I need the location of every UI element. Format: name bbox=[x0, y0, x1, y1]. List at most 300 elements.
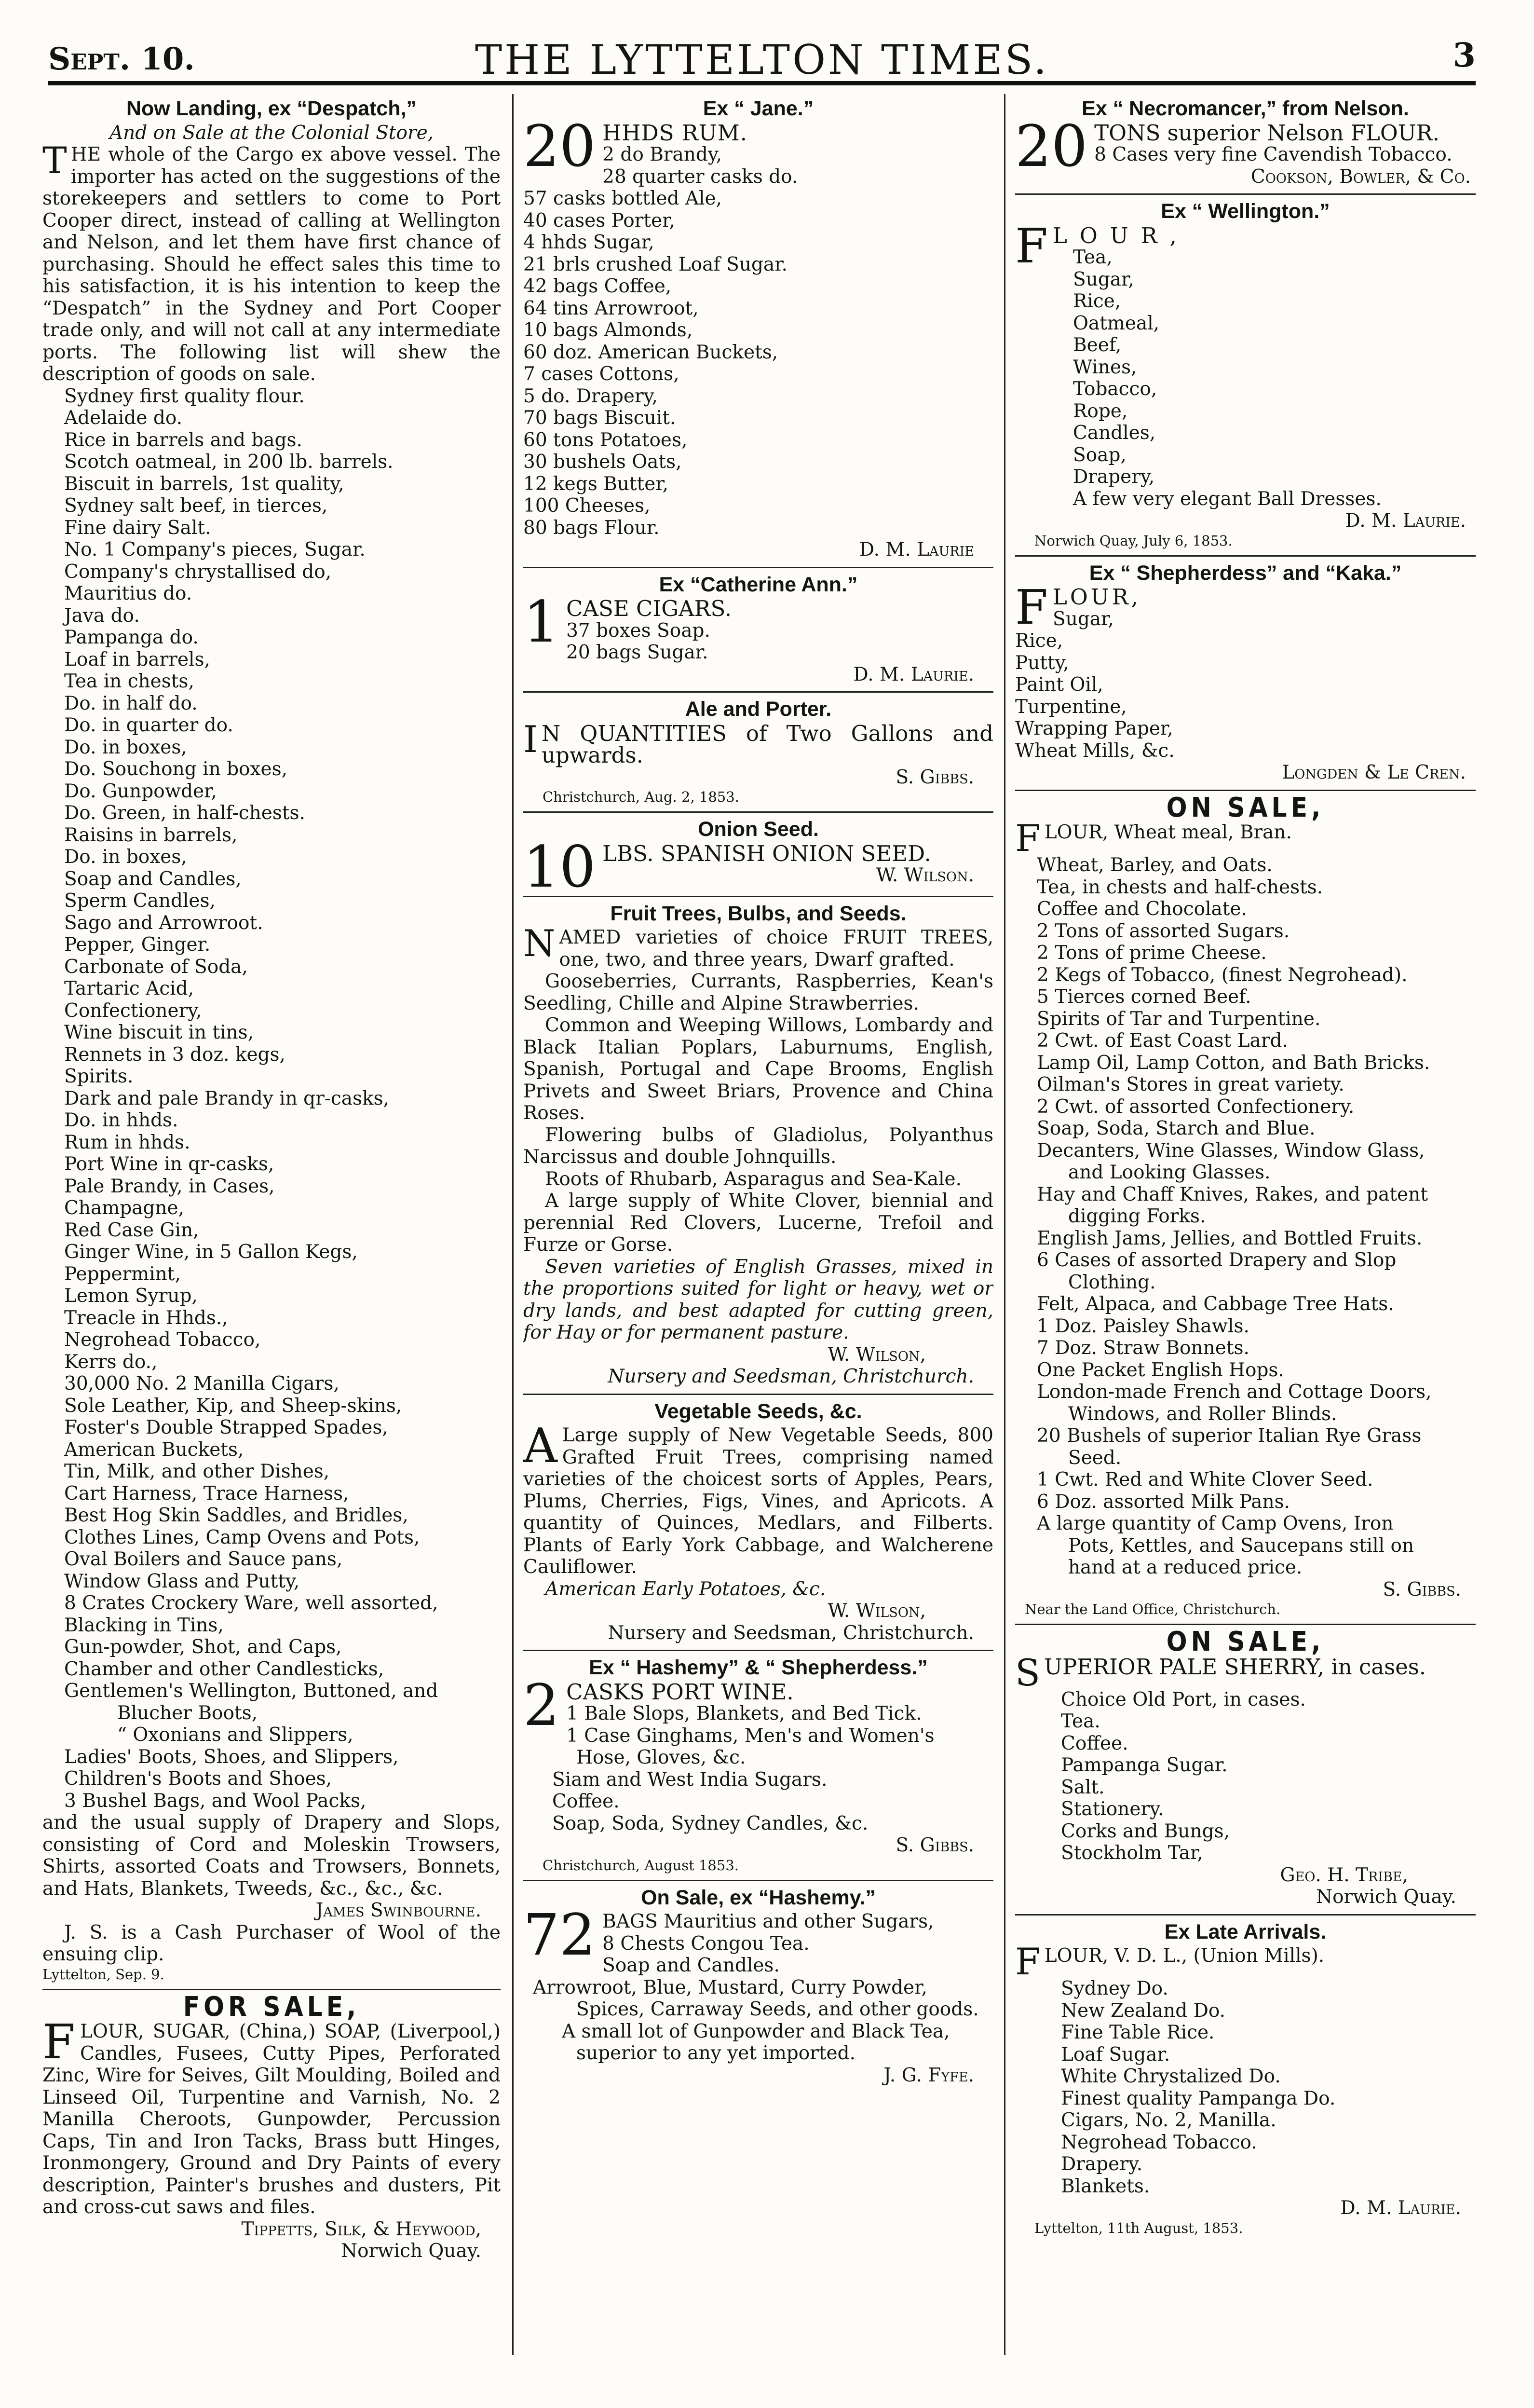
drop-cap: N bbox=[523, 922, 556, 965]
list-item: Do. in boxes, bbox=[64, 736, 187, 758]
list-item: 8 Chests Congou Tea. bbox=[602, 1932, 810, 1955]
ad-separator bbox=[1015, 555, 1476, 557]
list-item: 5 do. Drapery, bbox=[523, 385, 658, 407]
list-item: Drapery, bbox=[1073, 466, 1155, 488]
ad-heading: Ex “Catherine Ann.” bbox=[659, 573, 858, 596]
list-item: Treacle in Hhds., bbox=[64, 1307, 228, 1329]
first-item: HHDS RUM. bbox=[602, 120, 748, 146]
ad-separator bbox=[523, 1880, 993, 1881]
ad-text: Common and Weeping Willows, Lombardy and Black Italian Poplars, Laburnums, English, Spanish, Portugal and Cape Brooms, English Privets and Sweet Briars, Provence and China Roses. bbox=[523, 1014, 993, 1124]
ad-text: A large supply of White Clover, biennial and perennial Red Clovers, Lucerne, Trefoil and Furze or Gorse. bbox=[523, 1190, 993, 1256]
list-item: Fine Table Rice. bbox=[1061, 2022, 1215, 2043]
list-item: 40 cases Porter, bbox=[523, 209, 675, 232]
list-item: 64 tins Arrowroot, bbox=[523, 297, 699, 319]
item-continuation: Pots, Kettles, and Saucepans still on bbox=[1068, 1534, 1414, 1557]
ad-heading: Ex “ Jane.” bbox=[703, 97, 814, 120]
list-item: Clothes Lines, Camp Ovens and Pots, bbox=[64, 1526, 420, 1548]
list-item: Kerrs do., bbox=[64, 1351, 158, 1373]
list-item: Foster's Double Strapped Spades, bbox=[64, 1417, 388, 1438]
list-item: Sugar, bbox=[1073, 268, 1134, 290]
ad-text: LBS. SPANISH ONION SEED. bbox=[602, 840, 931, 866]
list-item: 3 Bushel Bags, and Wool Packs, bbox=[64, 1790, 367, 1812]
issue-date: Sept. 10. bbox=[48, 41, 195, 77]
list-item: Spirits. bbox=[64, 1066, 134, 1087]
list-item: Blucher Boots, bbox=[117, 1702, 258, 1724]
second-item: 8 Cases very fine Cavendish Tobacco. bbox=[1094, 144, 1453, 165]
fruit-trees-ad bbox=[523, 903, 993, 1388]
list-item: Tin, Milk, and other Dishes, bbox=[64, 1461, 330, 1482]
ad-text: Roots of Rhubarb, Asparagus and Sea-Kale. bbox=[545, 1168, 962, 1190]
list-item: Children's Boots and Shoes, bbox=[64, 1768, 332, 1790]
signature: W. Wilson, bbox=[828, 1343, 926, 1366]
ad-text: HE whole of the Cargo ex above vessel. The importer has acted on the suggestions of the storekeepers and settlers to come to Port Cooper direct, instead of calling at Wellington and Nelson, and let them have first chance of purchasing. Should he effect sales this time to his satisfaction, it is his intention to keep the “Despatch” in the Sydney and Port Cooper trade only, and will not call at any intermediate ports. The following list will shew the description of goods on sale. bbox=[42, 144, 501, 385]
item-continuation: Spices, Carraway Seeds, and other goods. bbox=[576, 1998, 979, 2020]
item-list bbox=[1015, 1228, 1476, 1272]
ad-heading: Ale and Porter. bbox=[685, 698, 832, 721]
list-item: 28 quarter casks do. bbox=[602, 165, 798, 188]
item-continuation: Windows, and Roller Blinds. bbox=[1068, 1403, 1337, 1425]
signature: W. Wilson, bbox=[828, 1600, 926, 1622]
list-item: English Jams, Jellies, and Bottled Fruits. bbox=[1037, 1227, 1423, 1249]
list-item: 2 Tons of assorted Sugars. bbox=[1037, 920, 1290, 942]
item-list bbox=[523, 144, 993, 539]
for-sale-ad bbox=[42, 1991, 501, 2262]
list-item: Soap, Soda, Starch and Blue. bbox=[1037, 1118, 1316, 1139]
list-item: Decanters, Wine Glasses, Window Glass, bbox=[1037, 1139, 1425, 1162]
onion-ad bbox=[523, 818, 993, 900]
ad-text: American Early Potatoes, &c. bbox=[545, 1578, 826, 1600]
list-item: Soap and Candles, bbox=[64, 868, 242, 890]
list-item: 20 Bushels of superior Italian Rye Grass bbox=[1037, 1425, 1422, 1447]
ad-heading: Ex “ Wellington.” bbox=[1161, 200, 1330, 223]
ad-heading: ON SALE, bbox=[1166, 792, 1325, 823]
drop-cap: F bbox=[1015, 219, 1048, 274]
on-sale-sherry-ad bbox=[1015, 1626, 1476, 1908]
list-item: Wines, bbox=[1073, 356, 1137, 378]
signature: D. M. Laurie bbox=[859, 539, 974, 561]
first-item: TONS superior Nelson FLOUR. bbox=[1094, 120, 1439, 146]
list-item: Do. Green, in half-chests. bbox=[64, 802, 305, 824]
list-item: Tea. bbox=[1061, 1710, 1100, 1732]
list-item: Beef, bbox=[1073, 334, 1122, 356]
list-item: Lemon Syrup, bbox=[64, 1285, 198, 1307]
drop-cap: F bbox=[1015, 580, 1048, 635]
ad-heading: Now Landing, ex “Despatch,” bbox=[126, 97, 417, 120]
list-item: Oilman's Stores in great variety. bbox=[1037, 1074, 1344, 1095]
list-item: 70 bags Biscuit. bbox=[523, 407, 676, 429]
list-item: 4 hhds Sugar, bbox=[523, 232, 654, 253]
ad-separator bbox=[1015, 790, 1476, 791]
ad-separator bbox=[1015, 1624, 1476, 1625]
list-item: 6 Doz. assorted Milk Pans. bbox=[1037, 1491, 1290, 1513]
ad-separator bbox=[523, 1650, 993, 1651]
list-item: Blankets. bbox=[1061, 2175, 1150, 2197]
list-item: 6 Cases of assorted Drapery and Slop bbox=[1037, 1249, 1397, 1271]
ad-text: A small lot of Gunpowder and Black Tea, bbox=[562, 2020, 950, 2042]
list-item: Pepper, Ginger. bbox=[64, 934, 211, 956]
list-item: Biscuit in barrels, 1st quality, bbox=[64, 473, 344, 495]
item-list bbox=[1015, 1425, 1476, 1447]
column-1 bbox=[42, 94, 501, 2355]
list-item: Salt. bbox=[1061, 1776, 1105, 1798]
list-item: Corks and Bungs, bbox=[1061, 1820, 1230, 1842]
ad-text: Gooseberries, Currants, Raspberries, Kean's Seedling, Chille and Alpine Strawberries. bbox=[523, 971, 993, 1014]
item-list bbox=[1015, 608, 1476, 762]
item-list bbox=[1015, 1689, 1476, 1864]
list-item: Gun-powder, Shot, and Caps, bbox=[64, 1636, 342, 1658]
list-item: Tea, bbox=[1073, 246, 1113, 268]
ad-heading: Onion Seed. bbox=[698, 818, 819, 841]
signature: D. M. Laurie. bbox=[1340, 2197, 1461, 2219]
list-item: American Buckets, bbox=[64, 1438, 244, 1461]
list-item: Arrowroot, Blue, Mustard, Curry Powder, bbox=[533, 1976, 927, 1998]
catherine-ad bbox=[523, 574, 993, 686]
vegetable-seeds-ad bbox=[523, 1401, 993, 1644]
list-item: Do. in hhds. bbox=[64, 1109, 178, 1131]
list-item: 30 bushels Oats, bbox=[523, 451, 682, 473]
list-item: Do. in quarter do. bbox=[64, 714, 233, 736]
list-item: Soap, bbox=[1073, 444, 1127, 466]
item-list bbox=[1015, 246, 1476, 510]
quantity-number: 2 bbox=[523, 1671, 560, 1738]
ad-separator bbox=[1015, 1914, 1476, 1915]
first-item: LOUR, Wheat meal, Bran. bbox=[1044, 821, 1292, 843]
signature: Cookson, Bowler, & Co. bbox=[1250, 165, 1471, 188]
list-item: Paint Oil, bbox=[1015, 674, 1103, 696]
list-item: Java do. bbox=[64, 604, 140, 627]
ad-separator bbox=[42, 1989, 501, 1990]
signature: D. M. Laurie. bbox=[853, 663, 974, 685]
list-item: A few very elegant Ball Dresses. bbox=[1073, 488, 1382, 510]
list-item: 2 Cwt. of East Coast Lard. bbox=[1037, 1030, 1288, 1052]
list-item: Stockholm Tar, bbox=[1061, 1842, 1203, 1864]
quantity-number: 10 bbox=[523, 833, 596, 900]
list-item: Wrapping Paper, bbox=[1015, 718, 1173, 739]
list-item: Fine dairy Salt. bbox=[64, 517, 211, 539]
list-item: Cigars, No. 2, Manilla. bbox=[1061, 2109, 1276, 2131]
ad-text: LOUR, SUGAR, (China,) SOAP, (Liverpool,) Candles, Fusees, Cutty Pipes, Perforated Zinc, Wire for Seives, Gilt Moulding, Boiled and Linseed Oil, Turpentine and Varnish, No. 2 Manilla Cheroots, Gunpowder, Percussion Caps, Tin and Iron Tacks, Brass butt Hinges, Ironmongery, Ground and Dry Paints of every description, Painter's brushes and dusters, Pit and cross-cut saws and files. bbox=[42, 2021, 501, 2218]
jane-ad bbox=[523, 98, 993, 561]
list-item: Rum in hhds. bbox=[64, 1131, 190, 1153]
list-item: Tea, in chests and half-chests. bbox=[1037, 876, 1323, 898]
list-item: White Chrystalized Do. bbox=[1061, 2066, 1281, 2087]
list-item: Do. in half do. bbox=[64, 692, 198, 714]
column-3 bbox=[1015, 94, 1476, 2355]
ad-heading: Ex “ Hashemy” & “ Shepherdess.” bbox=[589, 1656, 928, 1679]
ad-subheading: And on Sale at the Colonial Store, bbox=[109, 122, 434, 144]
signature-title: Nursery and Seedsman, Christchurch. bbox=[608, 1622, 974, 1644]
list-item: One Packet English Hops. bbox=[1037, 1359, 1284, 1381]
list-item: Peppermint, bbox=[64, 1263, 181, 1285]
list-item: Drapery. bbox=[1061, 2153, 1143, 2175]
signature-title: Nursery and Seedsman, Christchurch. bbox=[608, 1366, 974, 1387]
list-item: Do. in boxes, bbox=[64, 846, 187, 868]
first-item: LOUR, bbox=[1053, 222, 1189, 248]
list-item: Rennets in 3 doz. kegs, bbox=[64, 1043, 285, 1066]
list-item: Putty, bbox=[1015, 652, 1069, 674]
list-item: Tartaric Acid, bbox=[64, 978, 194, 999]
list-item: Best Hog Skin Saddles, and Bridles, bbox=[64, 1505, 408, 1526]
hashemy-ad bbox=[523, 1657, 993, 1874]
ad-heading: FOR SALE, bbox=[183, 1991, 360, 2023]
ad-text: and the usual supply of Drapery and Slops, consisting of Cord and Moleskin Trowsers, Shirts, assorted Coats and Trowsers, Bonnets, and Hats, Blankets, Tweeds, &c., &c., &c. bbox=[42, 1812, 501, 1900]
list-item: Sperm Candles, bbox=[64, 890, 216, 912]
item-continuation: and Looking Glasses. bbox=[1068, 1162, 1271, 1183]
list-item: Negrohead Tobacco, bbox=[64, 1329, 261, 1351]
ad-heading: Ex “ Necromancer,” from Nelson. bbox=[1082, 97, 1409, 120]
list-item: Confectionery, bbox=[64, 999, 202, 1022]
list-item: 1 Bale Slops, Blankets, and Bed Tick. bbox=[566, 1703, 922, 1724]
list-item: 1 Doz. Paisley Shawls. bbox=[1037, 1315, 1249, 1337]
item-list bbox=[523, 1703, 993, 1747]
list-item: London-made French and Cottage Doors, bbox=[1037, 1381, 1432, 1403]
drop-cap: T bbox=[42, 139, 67, 182]
list-item: Siam and West India Sugars. bbox=[552, 1768, 828, 1791]
list-item: 10 bags Almonds, bbox=[523, 319, 693, 341]
list-item: 57 casks bottled Ale, bbox=[523, 188, 722, 209]
ad-note: J. S. is a Cash Purchaser of Wool of the ensuing clip. bbox=[42, 1921, 501, 1965]
item-continuation: Seed. bbox=[1068, 1447, 1122, 1469]
item-list bbox=[42, 385, 501, 1702]
list-item: Red Case Gin, bbox=[64, 1219, 199, 1241]
list-item: Felt, Alpaca, and Cabbage Tree Hats. bbox=[1037, 1293, 1394, 1315]
ad-heading: Vegetable Seeds, &c. bbox=[654, 1399, 862, 1423]
list-item: 2 do Brandy, bbox=[602, 144, 722, 165]
signature: James Swinbourne. bbox=[315, 1900, 481, 1921]
list-item: Do. Gunpowder, bbox=[64, 780, 217, 802]
item-continuation: Hose, Gloves, &c. bbox=[576, 1747, 746, 1768]
late-arrivals-ad bbox=[1015, 1921, 1476, 2237]
place-date: Near the Land Office, Christchurch. bbox=[1025, 1601, 1281, 1617]
first-item: LOUR, bbox=[1053, 584, 1141, 610]
list-item: Cart Harness, Trace Harness, bbox=[64, 1482, 349, 1505]
item-list bbox=[523, 620, 993, 664]
place-date: Lyttelton, 11th August, 1853. bbox=[1034, 2219, 1243, 2236]
list-item: Sydney salt beef, in tierces, bbox=[64, 495, 328, 517]
list-item: Spirits of Tar and Turpentine. bbox=[1037, 1008, 1321, 1030]
list-item: A large quantity of Camp Ovens, Iron bbox=[1037, 1513, 1394, 1534]
list-item: 100 Cheeses, bbox=[523, 495, 651, 517]
place-date: Norwich Quay, July 6, 1853. bbox=[1034, 532, 1233, 549]
list-item: Soap and Candles. bbox=[602, 1955, 780, 1976]
list-item: No. 1 Company's pieces, Sugar. bbox=[64, 539, 366, 561]
list-item: Window Glass and Putty, bbox=[64, 1570, 300, 1592]
quantity-number: 20 bbox=[523, 112, 596, 179]
quantity-number: 1 bbox=[523, 588, 560, 655]
list-item: Ladies' Boots, Shoes, and Slippers, bbox=[64, 1746, 399, 1768]
signature: Longden & Le Cren. bbox=[1282, 762, 1466, 783]
first-item: BAGS Mauritius and other Sugars, bbox=[602, 1911, 934, 1932]
list-item: 2 Tons of prime Cheese. bbox=[1037, 942, 1267, 964]
list-item: 20 bags Sugar. bbox=[566, 642, 708, 663]
drop-cap: F bbox=[1015, 817, 1041, 860]
column-2 bbox=[523, 94, 993, 2355]
list-item: Turpentine, bbox=[1015, 696, 1127, 718]
drop-cap: I bbox=[523, 717, 538, 761]
list-item: 80 bags Flour. bbox=[523, 517, 660, 539]
necromancer-ad bbox=[1015, 98, 1476, 188]
drop-cap: S bbox=[1015, 1651, 1041, 1694]
list-item: Company's chrystallised do, bbox=[64, 561, 332, 583]
list-item: 12 kegs Butter, bbox=[523, 473, 669, 495]
place: Norwich Quay. bbox=[340, 2240, 481, 2262]
list-item: New Zealand Do. bbox=[1061, 1999, 1226, 2022]
ad-separator bbox=[523, 691, 993, 693]
item-continuation: superior to any yet imported. bbox=[576, 2042, 856, 2064]
list-item: Loaf Sugar. bbox=[1061, 2043, 1170, 2066]
list-item: 42 bags Coffee, bbox=[523, 275, 672, 297]
list-item: Stationery. bbox=[1061, 1798, 1164, 1820]
item-list bbox=[1015, 854, 1476, 1162]
drop-cap: A bbox=[523, 1419, 557, 1474]
list-item: Loaf in barrels, bbox=[64, 648, 210, 670]
ad-heading: On Sale, ex “Hashemy.” bbox=[641, 1886, 876, 1909]
page-number: 3 bbox=[1453, 36, 1476, 75]
ad-separator bbox=[523, 811, 993, 813]
list-item: Sole Leather, Kip, and Sheep-skins, bbox=[64, 1395, 402, 1417]
list-item: Tea in chests, bbox=[64, 670, 194, 692]
column-rule bbox=[512, 94, 514, 2355]
ale-ad bbox=[523, 698, 993, 806]
onsale-hashemy-ad bbox=[523, 1887, 993, 2087]
list-item: Do. Souchong in boxes, bbox=[64, 758, 288, 780]
list-item: Pampanga do. bbox=[64, 627, 199, 648]
ad-separator bbox=[523, 567, 993, 568]
place-date: Christchurch, Aug. 2, 1853. bbox=[543, 789, 739, 805]
first-item: CASE CIGARS. bbox=[566, 596, 732, 621]
list-item: 8 Crates Crockery Ware, well assorted, bbox=[64, 1592, 438, 1614]
list-item: Coffee. bbox=[1061, 1732, 1128, 1754]
list-item: Hay and Chaff Knives, Rakes, and patent bbox=[1037, 1183, 1428, 1205]
signature: Geo. H. Tribe, bbox=[1280, 1864, 1408, 1886]
list-item: Sydney first quality flour. bbox=[64, 385, 305, 407]
place-date: Lyttelton, Sep. 9. bbox=[42, 1966, 164, 1983]
ad-separator bbox=[1015, 193, 1476, 195]
signature: D. M. Laurie. bbox=[1345, 510, 1466, 532]
list-item: Coffee and Chocolate. bbox=[1037, 898, 1247, 920]
quantity-number: 72 bbox=[523, 1902, 596, 1968]
list-item: Oatmeal, bbox=[1073, 312, 1160, 334]
list-item: Wheat, Barley, and Oats. bbox=[1037, 854, 1273, 876]
list-item: Chamber and other Candlesticks, bbox=[64, 1658, 384, 1680]
item-list bbox=[1015, 1978, 1476, 2197]
signature: J. G. Fyfe. bbox=[883, 2064, 974, 2086]
list-item: Choice Old Port, in cases. bbox=[1061, 1688, 1306, 1710]
list-item: 2 Cwt. of assorted Confectionery. bbox=[1037, 1095, 1355, 1118]
list-item: Rice, bbox=[1015, 630, 1063, 652]
item-list bbox=[1015, 1293, 1476, 1403]
ad-heading: Ex Late Arrivals. bbox=[1164, 1920, 1327, 1943]
column-rule bbox=[1004, 94, 1005, 2355]
item-list bbox=[523, 1769, 993, 1835]
newspaper-title: THE LYTTELTON TIMES. bbox=[475, 36, 1049, 83]
list-item: Rope, bbox=[1073, 400, 1128, 422]
list-item: Mauritius do. bbox=[64, 583, 192, 604]
list-item: Adelaide do. bbox=[64, 407, 183, 429]
list-item: Carbonate of Soda, bbox=[64, 956, 248, 978]
list-item: 21 brls crushed Loaf Sugar. bbox=[523, 253, 787, 275]
list-item: 7 Doz. Straw Bonnets. bbox=[1037, 1337, 1249, 1359]
list-item: Scotch oatmeal, in 200 lb. barrels. bbox=[64, 451, 394, 473]
list-item: Soap, Soda, Sydney Candles, &c. bbox=[552, 1812, 869, 1834]
on-sale-ad bbox=[1015, 792, 1476, 1618]
ad-text: AMED varieties of choice FRUIT TREES, one, two, and three years, Dwarf grafted. bbox=[559, 927, 993, 971]
signature: W. Wilson. bbox=[876, 864, 974, 886]
ad-heading: Fruit Trees, Bulbs, and Seeds. bbox=[610, 902, 907, 925]
place-date: Christchurch, August 1853. bbox=[543, 1857, 739, 1874]
list-item: 1 Cwt. Red and White Clover Seed. bbox=[1037, 1469, 1373, 1491]
signature: S. Gibbs. bbox=[1383, 1578, 1461, 1601]
list-item: Champagne, bbox=[64, 1197, 184, 1219]
drop-cap: F bbox=[42, 2015, 75, 2070]
list-item: Finest quality Pampanga Do. bbox=[1061, 2087, 1336, 2109]
list-item: 60 tons Potatoes, bbox=[523, 429, 688, 451]
list-item: Sago and Arrowroot. bbox=[64, 912, 263, 934]
place: Norwich Quay. bbox=[1316, 1886, 1456, 1908]
list-item: Rice in barrels and bags. bbox=[64, 429, 302, 451]
item-continuation: Clothing. bbox=[1068, 1271, 1156, 1293]
list-item: 7 cases Cottons, bbox=[523, 363, 679, 385]
list-item: Dark and pale Brandy in qr-casks, bbox=[64, 1087, 390, 1109]
first-item: UPERIOR PALE SHERRY, in cases. bbox=[1044, 1654, 1426, 1680]
ad-text: N QUANTITIES of Two Gallons and upwards. bbox=[542, 720, 993, 768]
list-item: 60 doz. American Buckets, bbox=[523, 341, 778, 363]
list-item: 30,000 No. 2 Manilla Cigars, bbox=[64, 1373, 339, 1395]
list-item: “ Oxonians and Slippers, bbox=[117, 1724, 353, 1746]
drop-cap: F bbox=[1015, 1940, 1041, 1983]
item-continuation: digging Forks. bbox=[1068, 1205, 1206, 1227]
signature: Tippetts, Silk, & Heywood, bbox=[241, 2218, 481, 2240]
signature: S. Gibbs. bbox=[896, 1834, 974, 1856]
list-item: 37 boxes Soap. bbox=[566, 619, 710, 642]
list-item: Tobacco, bbox=[1073, 378, 1157, 400]
list-item: Pale Brandy, in Cases, bbox=[64, 1175, 275, 1197]
list-item: Sydney Do. bbox=[1061, 1978, 1168, 1999]
despatch-ad bbox=[42, 98, 501, 1983]
list-item: Raisins in barrels, bbox=[64, 824, 238, 846]
ad-separator bbox=[523, 1394, 993, 1395]
list-item: Coffee. bbox=[552, 1791, 620, 1812]
first-item: CASKS PORT WINE. bbox=[566, 1679, 794, 1705]
list-item: Port Wine in qr-casks, bbox=[64, 1153, 274, 1175]
list-item: Lamp Oil, Lamp Cotton, and Bath Bricks. bbox=[1037, 1052, 1430, 1074]
ad-text: Flowering bulbs of Gladiolus, Polyanthus Narcissus and double Johnquills. bbox=[523, 1124, 993, 1168]
item-continuation: hand at a reduced price. bbox=[1068, 1557, 1303, 1578]
item-list bbox=[1015, 1469, 1476, 1535]
shepherdess-ad bbox=[1015, 562, 1476, 784]
list-item: Rice, bbox=[1073, 290, 1121, 312]
header-rule bbox=[48, 81, 1476, 85]
signature: S. Gibbs. bbox=[896, 766, 974, 788]
list-item: Ginger Wine, in 5 Gallon Kegs, bbox=[64, 1241, 358, 1263]
ad-heading: Ex “ Shepherdess” and “Kaka.” bbox=[1089, 561, 1402, 585]
first-item: LOUR, V. D. L., (Union Mills). bbox=[1044, 1945, 1325, 1967]
list-item: 1 Case Ginghams, Men's and Women's bbox=[566, 1724, 935, 1747]
list-item: Gentlemen's Wellington, Buttoned, and bbox=[64, 1680, 438, 1702]
ad-heading: ON SALE, bbox=[1166, 1626, 1325, 1657]
list-item: 5 Tierces corned Beef. bbox=[1037, 986, 1251, 1008]
ad-text: Seven varieties of English Grasses, mixed in the proportions suited for light or heavy, wet or dry lands, and best adapted for cutting green, for Hay or for permanent pasture. bbox=[523, 1256, 993, 1343]
item-list bbox=[42, 1702, 501, 1746]
list-item: Sugar, bbox=[1053, 608, 1114, 630]
list-item: Negrohead Tobacco. bbox=[1061, 2131, 1257, 2153]
item-list bbox=[1015, 1184, 1476, 1206]
wellington-ad bbox=[1015, 201, 1476, 549]
list-item: Wine biscuit in tins, bbox=[64, 1022, 254, 1043]
quantity-number: 20 bbox=[1015, 112, 1088, 179]
item-list bbox=[42, 1746, 501, 1812]
list-item: Blacking in Tins, bbox=[64, 1614, 224, 1636]
